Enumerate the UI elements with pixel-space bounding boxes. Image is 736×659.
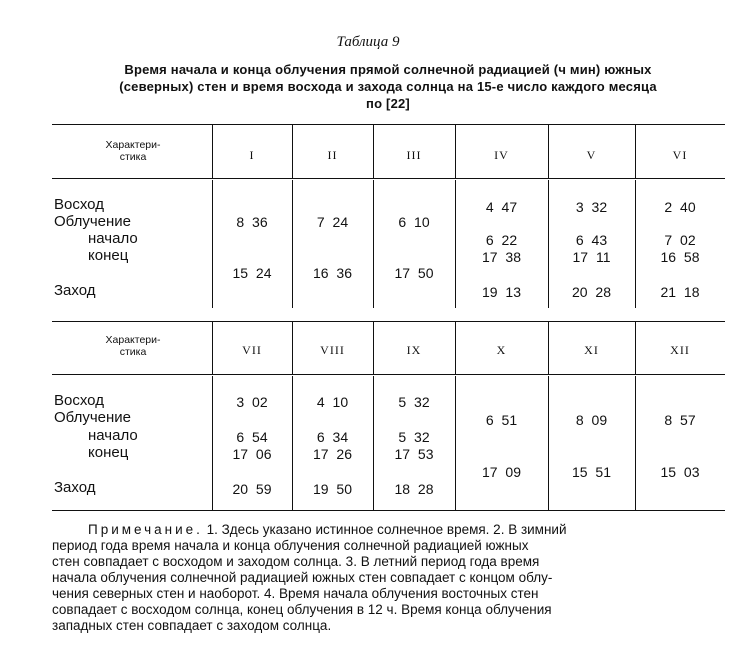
table-caption: Таблица 9 — [336, 34, 400, 50]
header-label-line-1: Характери- — [105, 334, 161, 346]
month-header: VIII — [320, 343, 345, 357]
cell-sunset: 19 13 — [481, 284, 522, 300]
cell-sunrise: 3 32 — [575, 199, 608, 215]
header-label — [68, 334, 198, 358]
cell-end: 16 58 — [660, 249, 700, 265]
note-text: 1. Здесь указано истинное солнечное время. 2. В зимний — [202, 522, 567, 537]
cell-start: 6 51 — [485, 412, 518, 428]
cell-end: 17 53 — [394, 446, 434, 462]
row-label-sunset: Заход — [54, 282, 96, 299]
note-line-1 — [52, 522, 724, 538]
cell-sunset: 20 59 — [232, 481, 272, 497]
bottom-rule — [52, 510, 725, 511]
month-header: VI — [672, 148, 688, 162]
month-header: IX — [406, 343, 422, 357]
row-label-irradiation: Облучение — [54, 409, 131, 426]
cell-sunrise: 3 02 — [236, 394, 268, 410]
cell-end: 15 51 — [571, 464, 612, 480]
cell-sunrise: 2 40 — [664, 199, 696, 215]
cell-start: 8 36 — [236, 214, 268, 230]
column-divider — [455, 376, 456, 510]
column-divider — [212, 180, 213, 308]
note-line-3: стен совпадает с восходом и заходом солнца. 3. В летний период года время — [52, 554, 540, 569]
row-label-sunrise: Восход — [54, 196, 104, 213]
cell-start: 7 02 — [664, 232, 696, 248]
cell-sunset: 21 18 — [660, 284, 700, 300]
column-divider — [373, 180, 374, 308]
cell-start: 6 22 — [485, 232, 518, 248]
cell-end: 17 06 — [232, 446, 272, 462]
header-label-line-1: Характери- — [105, 139, 161, 151]
month-header: II — [327, 148, 338, 162]
row-label-sunset: Заход — [54, 479, 96, 496]
title-line-3: по [22] — [366, 96, 410, 111]
cell-start: 8 09 — [575, 412, 608, 428]
cell-sunrise: 4 10 — [316, 394, 349, 410]
cell-start: 5 32 — [398, 429, 430, 445]
cell-sunset: 20 28 — [571, 284, 612, 300]
cell-end: 15 24 — [232, 265, 272, 281]
title-line-1: Время начала и конца облучения прямой солнечной радиацией (ч мин) южных — [124, 62, 652, 77]
month-header: VII — [242, 343, 262, 357]
cell-start: 6 10 — [398, 214, 430, 230]
cell-sunrise: 4 47 — [485, 199, 518, 215]
row-label-end: конец — [88, 444, 129, 461]
note-line-7: западных стен совпадает с заходом солнца. — [52, 618, 332, 633]
cell-start: 6 43 — [575, 232, 608, 248]
cell-end: 17 26 — [312, 446, 353, 462]
cell-start: 6 54 — [236, 429, 268, 445]
note-line-2: период года время начала и конца облучения солнечной радиацией южных — [52, 538, 529, 553]
note-line-4: начала облучения солнечной радиацией южных стен совпадает с концом облу- — [52, 570, 553, 585]
header-label — [68, 139, 198, 163]
row-label-irradiation: Облучение — [54, 213, 131, 230]
cell-end: 17 11 — [572, 249, 611, 265]
note-line-6: совпадает с восходом солнца, конец облучения в 12 ч. Время конца облучения — [52, 602, 552, 617]
cell-end: 17 38 — [481, 249, 522, 265]
header-label-line-2: стика — [119, 151, 147, 163]
column-divider — [635, 376, 636, 510]
top-rule — [52, 124, 725, 125]
cell-sunrise: 5 32 — [398, 394, 430, 410]
month-header: V — [586, 148, 597, 162]
cell-end: 15 03 — [660, 464, 700, 480]
column-divider — [548, 376, 549, 510]
header-rule — [52, 178, 725, 179]
column-divider — [292, 180, 293, 308]
month-header: XII — [670, 343, 690, 357]
table-note — [52, 522, 724, 634]
cell-sunset: 19 50 — [312, 481, 353, 497]
header-label-line-2: стика — [119, 346, 147, 358]
cell-start: 8 57 — [664, 412, 696, 428]
month-header: X — [496, 343, 507, 357]
note-title: Примечание. — [88, 522, 203, 537]
month-header: I — [249, 148, 255, 162]
cell-start: 7 24 — [316, 214, 349, 230]
row-label-start: начало — [88, 427, 138, 444]
cell-end: 17 50 — [394, 265, 434, 281]
month-header: III — [406, 148, 422, 162]
row-label-start: начало — [88, 230, 138, 247]
note-line-5: чения северных стен и наоборот. 4. Время начала облучения восточных стен — [52, 586, 539, 601]
title-line-2: (северных) стен и время восхода и захода солнца на 15-е число каждого месяца — [119, 79, 657, 94]
top-rule — [52, 321, 725, 322]
cell-start: 6 34 — [316, 429, 349, 445]
cell-sunset: 18 28 — [394, 481, 434, 497]
header-rule — [52, 374, 725, 375]
row-label-end: конец — [88, 247, 129, 264]
month-header: IV — [494, 148, 509, 162]
month-header: XI — [584, 343, 599, 357]
row-label-sunrise: Восход — [54, 392, 104, 409]
cell-end: 16 36 — [312, 265, 353, 281]
cell-end: 17 09 — [481, 464, 522, 480]
